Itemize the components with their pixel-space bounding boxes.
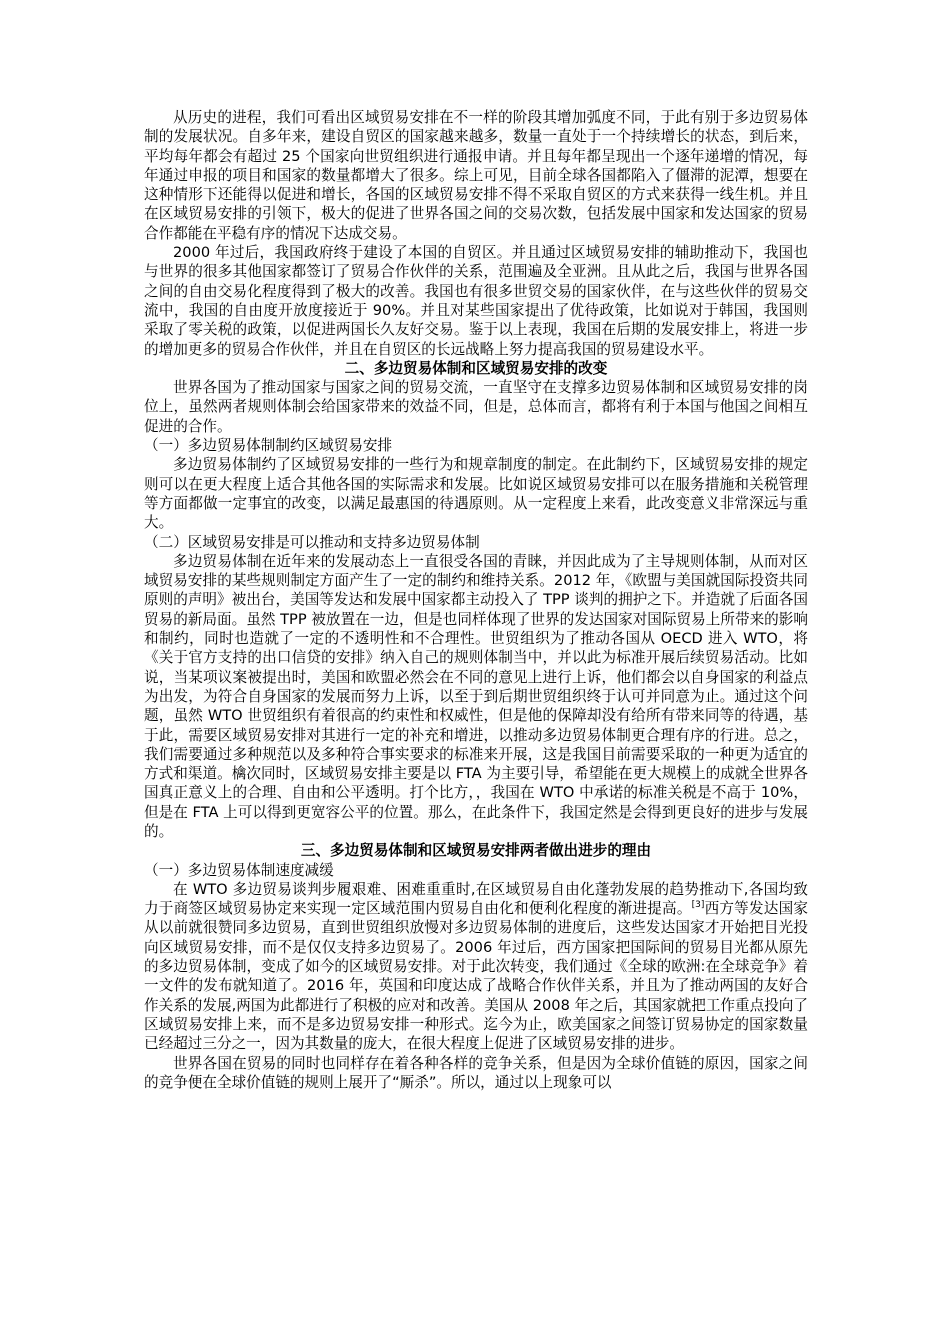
subheading-2-2: （二）区域贸易安排是可以推动和支持多边贸易体制 [144, 533, 480, 551]
paragraph-section-two-intro: 世界各国为了推动国家与国家之间的贸易交流，一直坚守在支撑多边贸易体制和区域贸易安排的岗位上，虽然两者规则体制会给国家带来的效益不同，但是，总体而言，都将有利于本国与他国之间相互促进的合作。 [144, 379, 808, 435]
paragraph-2-1: 多边贸易体制约了区域贸易安排的一些行为和规章制度的制定。在此制约下，区域贸易安排的规定则可以在更大程度上适合其他各国的实际需求和发展。比如说区域贸易安排可以在服务措施和关税管理等方面都做一定事宜的改变，以满足最惠国的待遇原则。从一定程度上来看，此改变意义非常深远与重大。 [144, 456, 808, 532]
paragraph-3-1-text-b: 西方等发达国家从以前就很赞同多边贸易，直到世贸组织放慢对多边贸易体制的进度后，这些发达国家才开始把目光投向区域贸易安排，而不是仅仅支持多边贸易了。2006 年过后，西方国家把国际间的贸易目光都从原先的多边贸易体制，变成了如今的区域贸易安排。对于此次转变，我们通过《全球的欧洲:在全球竞争》着一文件的发布就知道了。2016 年，英国和印度达成了战略合作伙伴关系，并且为了推动两国的友好合作关系的发展,两国为此都进行了积极的应对和改善。美国从 2008 年之后，其国家就把工作重点投向了区域贸易安排上来，而不是多边贸易安排一种形式。迄今为止，欧美国家之间签订贸易协定的国家数量已经超过三分之一，因为其数量的庞大，在很大程度上促进了区域贸易安排的进步。 [144, 900, 808, 1053]
document-page [144, 108, 808, 1092]
paragraph-competition: 世界各国在贸易的同时也同样存在着各种各样的竞争关系，但是因为全球价值链的原因，国家之间的竞争便在全球价值链的规则上展开了“厮杀”。所以，通过以上现象可以 [144, 1054, 808, 1091]
paragraph-china-ftz: 2000 年过后，我国政府终于建设了本国的自贸区。并且通过区域贸易安排的辅助推动下，我国也与世界的很多其他国家都签订了贸易合作伙伴的关系，范围遍及全亚洲。且从此之后，我国与世界各国之间的自由交易化程度得到了极大的改善。我国也有很多世贸交易的国家伙伴，在与这些伙伴的贸易交流中，我国的自由度开放度接近于 90%。并且对某些国家提出了优待政策，比如说对于韩国，我国则采取了零关税的政策，以促进两国长久友好交易。鉴于以上表现，我国在后期的发展安排上，将进一步的增加更多的贸易合作伙伴，并且在自贸区的长远战略上努力提高我国的贸易建设水平。 [144, 244, 808, 358]
section-heading-two: 二、多边贸易体制和区域贸易安排的改变 [344, 359, 608, 377]
section-heading-three: 三、多边贸易体制和区域贸易安排两者做出进步的理由 [300, 842, 652, 860]
subheading-2-1: （一）多边贸易体制制约区域贸易安排 [144, 437, 393, 455]
paragraph-2-2: 多边贸易体制在近年来的发展动态上一直很受各国的青睐，并因此成为了主导规则体制，从而对区域贸易安排的某些规则制定方面产生了一定的制约和维持关系。2012 年，《欧盟与美国就国际投资共同原则的声明》被出台，美国等发达和发展中国家都主动投入了 TPP 谈判的拥护之下。并造就了后面各国贸易的新局面。虽然 TPP 被放置在一边，但是也同样体现了世界的发达国家对国际贸易上所带来的影响和制约，同时也造就了一定的不透明性和不合理性。世贸组织为了推动各国从 OECD 进入 WTO，将《关于官方支持的出口信贷的安排》纳入自己的规则体制当中，并以此为标准开展后续贸易活动。比如说，当某项议案被提出时，美国和欧盟必然会在不同的意见上进行上诉，他们都会以自身国家的利益点为出发，为符合自身国家的发展而努力上诉，以至于到后期世贸组织终于认可并同意为止。通过这个问题，虽然 WTO 世贸组织有着很高的约束性和权威性，但是他的保障却没有给所有带来同等的待遇，基于此，需要区域贸易安排对其进行一定的补充和增进，以推动多边贸易体制更合理有序的行进。总之，我们需要通过多种规范以及多种符合事实要求的标准来开展，这是我国目前需要采取的一种更为适宜的方式和渠道。檎次同时，区域贸易安排主要是以 FTA 为主要引导，希望能在更大规模上的成就全世界各国真正意义上的合理、自由和公平透明。打个比方，，我国在 WTO 中承诺的标准关税是不高于 10%，但是在 FTA 上可以得到更宽容公平的位置。那么，在此条件下，我国定然是会得到更良好的进步与发展的。 [144, 552, 808, 840]
paragraph-3-1 [144, 880, 808, 1054]
paragraph-3-1-text-a: 在 WTO 多边贸易谈判步履艰难、困难重重时,在区域贸易自由化蓬勃发展的趋势推动下,各国均致力于商签区域贸易协定来实现一定区域范围内贸易自由化和便利化程度的渐进提高。 [144, 880, 808, 918]
citation-marker: [3] [691, 900, 705, 911]
subheading-3-1: （一）多边贸易体制速度减缓 [144, 861, 334, 879]
paragraph-history: 从历史的进程，我们可看出区域贸易安排在不一样的阶段其增加弧度不同，于此有别于多边贸易体制的发展状况。自多年来，建设自贸区的国家越来越多，数量一直处于一个持续增长的状态，到后来，平均每年都会有超过 25 个国家向世贸组织进行通报申请。并且每年都呈现出一个逐年递增的情况，每年通过申报的项目和国家的数量都增大了很多。综上可见，目前全球各国都陷入了僵滞的泥潭，想要在这种情形下还能得以促进和增长，各国的区域贸易安排不得不采取自贸区的方式来获得一线生机。并且在区域贸易安排的引领下，极大的促进了世界各国之间的交易次数，包括发展中国家和发达国家的贸易合作都能在平稳有序的情况下达成交易。 [144, 109, 808, 242]
